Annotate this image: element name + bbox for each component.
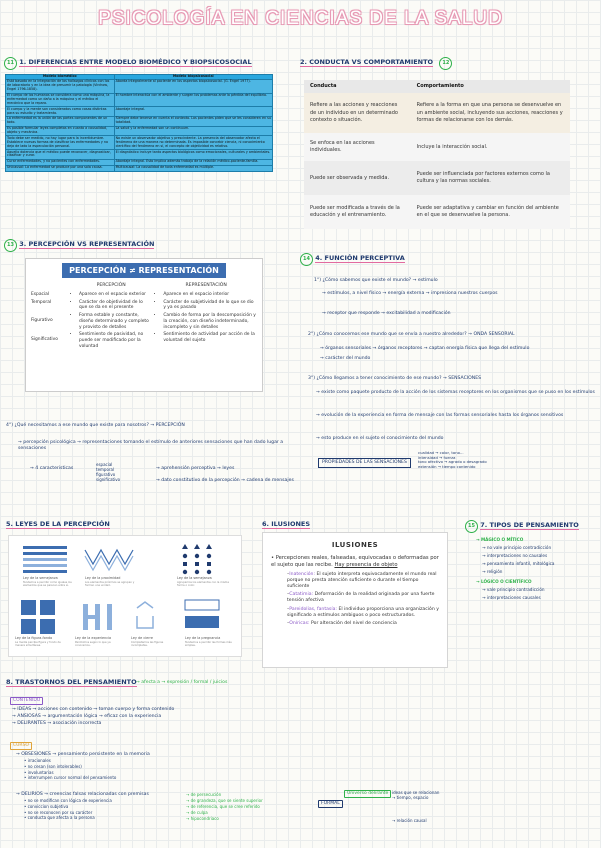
semejanza-shapes-illustration (182, 544, 212, 574)
universo-list: → relación causal (392, 818, 427, 823)
ley-description: Los elementos próximos se agrupan y forman una unidad. (85, 581, 135, 588)
biopsicosocial-cell: Siempre debe tenerse en cuenta el contexto. Los pacientes piden que se les consideren en su totalidad. (115, 116, 271, 125)
leyes-card (8, 535, 242, 657)
ley-caption: Ley de la figura-fondo (15, 636, 53, 640)
table-row: Espacial • Aparece en el espacio exterior • Aparece en el espacio interior (29, 291, 259, 299)
obsesiones-list: → OBSESIONES → pensamiento persistente en la memoria • irracionales • no cesan (son intolerables) • involuntarias • interrumpen cursor normal del pensamiento (16, 752, 150, 781)
table-row: Se enfoca en las acciones individuales. Incluye la interacción social. (304, 133, 570, 161)
ley-description: Percibimos según lo que ya conocemos. (75, 641, 111, 648)
tag-universo: Universo delirante (344, 790, 391, 798)
tag-contenido: CONTENIDO (10, 697, 43, 705)
ilusiones-title: ILUSIONES (331, 541, 379, 549)
table-row (6, 126, 273, 136)
biomedico-cell: Está basado en la integración de los hallazgos clínicos con los de laboratorio y en la idea de presumir la patología (Virchow, Engel 1796-1858). (6, 79, 115, 93)
ilusion-item: –Pareidolias, fantasía: El individuo proporciona una organización y significado a estímulos ambiguos o poco estructurados. (287, 606, 439, 618)
ley-description: Tendemos a percibir las formas más simples. (185, 641, 232, 648)
question-2b: → carácter del mundo (320, 356, 371, 361)
question-4e: → dato constitutivo de la percepción → cadena de mensajes (156, 478, 294, 483)
cierre-illustration (137, 602, 153, 628)
semejanza-lines-illustration (23, 546, 67, 573)
question-4d: → aprehensión perceptiva → leyes (156, 466, 235, 471)
col-biomedico: Modelo biomédico (6, 75, 115, 80)
delirios-tipos: → de persecución → de grandeza, que se siente superior → de referencia, que se cree referido → de culpa → hipocondriaco (186, 792, 263, 821)
table-row: Refiere a las acciones y reacciones de un individuo en un determinado contexto o situación. Refiere a la forma en que una persona se desenvuelve en un ambiente social, incluyendo sus acciones, reacciones y formas de relacionarse con los demás. (304, 93, 570, 133)
percepcion-card-title: PERCEPCIÓN ≠ REPRESENTACIÓN (62, 263, 226, 278)
table-row: Significativo • Sentimiento de pasividad, no puede ser modificado por la voluntad • Sentimiento de actividad por acción de la voluntad del sujeto (29, 331, 259, 350)
question-4: 4°) ¿Qué necesitamos a ese mundo que existe para nosotros? → PERCEPCIÓN (6, 423, 185, 428)
biopsicosocial-cell: Abordaje integral. Esto implica además trabajo de la relación médico-paciente-familia. (114, 159, 272, 165)
section-3-number: 13 (4, 239, 17, 252)
ilusiones-card (262, 532, 448, 668)
section-8-side-note: → afecta a → expresión / formal / juicios (136, 680, 228, 685)
section-2-heading: 2. CONDUCTA VS COMPORTAMIENTO 12 (300, 57, 452, 70)
contenido-list: → IDEAS → acciones con contenido → toman cuerpo y forma contenido → ANSIOSAS → argumentación lógica → eficaz con la experiencia → DELIRANTES → asociación incorrecta (12, 707, 175, 726)
biopsicosocial-cell: La salud y la enfermedad son un continuum. (114, 126, 272, 136)
biomedico-cell: Curar enfermedades, y no pacientes con enfermedades. (6, 159, 115, 165)
percepcion-card (25, 258, 263, 392)
table-row (6, 107, 273, 117)
question-3b: → evolución de la experiencia en forma de mensaje con las formas sensoriales hasta los órganos sensitivos (316, 413, 564, 418)
section-8-heading: 8. TRASTORNOS DEL PENSAMIENTO (6, 678, 137, 686)
ley-caption: Ley de cierre (131, 636, 153, 640)
delirios-list: → DELIRIOS → creencias falsas relacionadas con premisas • no se modifican con lógica de experiencia • conviccion subjetiva • no se reconocen por su carácter • conducta que afecta a la persona (16, 792, 149, 821)
col-representacion: REPRESENTACIÓN (185, 283, 227, 288)
table-row (6, 136, 273, 150)
question-1a: → estímulos, a nivel físico → energía externa → impresiona nuestros cuerpos (322, 291, 498, 296)
ley-caption: Ley de la semejanza (177, 576, 212, 580)
ley-caption: Ley de la proximidad (85, 576, 121, 580)
section-1-heading: 11 1. DIFERENCIAS ENTRE MODELO BIOMÉDICO Y BIOPSICOSOCIAL (4, 57, 252, 70)
table-row: Puede ser modificada a través de la educación y el entrenamiento. Puede ser adaptativa y cambiar en función del ambiente en el que se desenvuelve la persona. (304, 195, 570, 229)
col-biopsicosocial: Modelo biopsicosocial (114, 75, 272, 80)
biomedico-cell: Es posible formular leyes completas en cuanto a causalidad, objeto y mecánica. (6, 126, 115, 136)
ley-description: Tendemos a percibir como iguales los elementos que se parecen entre sí. (23, 581, 72, 588)
biomedico-cell: La enfermedad es la unión de las partes componentes de un todo. (6, 116, 115, 126)
section-6-heading: 6. ILUSIONES (262, 520, 311, 528)
biopsicosocial-cell: El hombre interactúa con el ambiente y surgen los problemas ante la pérdida del equilibrio. (114, 93, 272, 107)
section-7-number: 15 (465, 520, 478, 533)
propiedades-list: cualidad → color, tono... intensidad → fuerza tono afectivo → agrado o desagrado extensión → tiempo contenido (418, 450, 487, 470)
ley-caption: Ley de la pregnancia (185, 636, 221, 640)
ilusion-item: –Inatención: El sujeto interpreta equivocadamente el mundo real porque no presta atención suficiente o durante el tiempo suficiente (287, 571, 437, 589)
question-2: 2°) ¿Cómo conocemos ese mundo que se envía a nuestro alrededor? → ONDA SENSORIAL (308, 332, 515, 337)
question-2a: → órganos sensoriales → órganos receptores → captan energía física que llega del estímulo (320, 346, 530, 351)
experiencia-illustration (83, 604, 112, 630)
tipos-pensamiento-list: → MÁGICO O MÍTICO → no vale principio contradicción → interpretaciones no causales → pensamiento infantil, mitológica → religión → LÓGICO O CIENTÍFICO → vale principio contradicción → interpretaciones causales (476, 537, 555, 600)
biopsicosocial-cell: Multicausal: La causalidad de toda enfermedad es múltiple. (114, 165, 272, 171)
table-row: Temporal • Carácter de objetividad de lo que se da en el presente • Carácter de subjetividad de lo que se dio y ya es pasado (29, 299, 259, 312)
section-5-heading: 5. LEYES DE LA PERCEPCIÓN (6, 520, 110, 528)
caracteristicas-list: espacial temporal figurativo significativo (96, 462, 121, 482)
section-4-heading: 14 4. FUNCIÓN PERCEPTIVA (300, 253, 405, 266)
question-1b: → receptor que responde → excitabilidad a modificación (322, 311, 451, 316)
ilusiones-lead: • Percepciones reales, falseadas, equivocadas o deformadas por el sujeto que las recibe. Hay presencia de objeto (271, 555, 439, 569)
section-1-number: 11 (4, 57, 17, 70)
biomedico-cell: El cuerpo de los humanos se considera como una máquina, la enfermedad como un daño a la máquina y el médico el mecánico que la repara. (6, 93, 115, 107)
table-row: Figurativo • Forma estable y constante, diseño determinado y completo y provisto de detalles • Cambio de forma por la descomposición y la creación, con diseño indeterminado, incompleto y sin detalles (29, 312, 259, 331)
tag-curso: CURSO (10, 742, 32, 750)
conducta-table (304, 80, 570, 229)
col-conducta: Conducta (304, 80, 411, 93)
formal-list: ideas que se relacionan → tiempo, espacio (392, 790, 440, 800)
section-4-number: 14 (300, 253, 313, 266)
ilusion-item: –Oníricas: Por alteración del nivel de conciencia (287, 620, 397, 626)
propiedades-box: PROPIEDADES DE LAS SENSACIONES (318, 458, 411, 468)
ley-caption: Ley de la experiencia (75, 636, 112, 640)
biomedico-cell: El cuerpo y la mente son considerados como cosas distintas para su estudio y tratamiento. (6, 107, 115, 117)
section-3-heading: 13 3. PERCEPCIÓN VS REPRESENTACIÓN (4, 239, 154, 252)
table-row: Puede ser observada y medida. Puede ser influenciada por factores externos como la cultura y las normas sociales. (304, 161, 570, 195)
biopsicosocial-cell: Abordaje integral. (114, 107, 272, 117)
table-row (6, 116, 273, 126)
ilusion-item: –Catatimia: Deformación de la realidad originada por una fuerte tensión afectiva (287, 592, 435, 604)
table-row (6, 165, 273, 171)
question-3c: → esto produce en el sujeto el conocimiento del mundo (316, 436, 444, 441)
section-7-heading: 15 7. TIPOS DE PENSAMIENTO (465, 520, 579, 533)
biopsicosocial-cell: No existe un observador objetivo y prescindente. La presencia del observador afecta el fenómeno de una manera no determinada. Es imposible concebir ciencia, ni conocimiento científico del fenómeno en sí, el concepto de objetividad es relativo. (114, 136, 272, 150)
question-4a: → percepción psicológica → representaciones tomando el estímulo de anteriores sensaciones que han dado lugar a sensaciones (18, 440, 284, 451)
question-3a: → existe como paquete producto de la acción de los sistemas receptores en los organismos que se puso en los estímulos (316, 390, 595, 395)
question-1: 1°) ¿Cómo sabemos que existe el mundo? → estímulo (314, 278, 438, 283)
biomedico-cell: Aquello dolencia que el médico puede reconocer, diagnosticar, clasificar y curar. (6, 150, 115, 160)
biomedical-table (5, 74, 273, 172)
table-row (6, 79, 273, 93)
tag-formal: FORMAL (318, 800, 343, 808)
ley-caption: Ley de la semejanza (23, 576, 58, 580)
ley-description: Completamos las figuras incompletas. (131, 641, 164, 648)
biopsicosocial-cell: Aborda integralmente al paciente en los aspectos biopsicosocial. (G. Engel 1977). (114, 79, 272, 93)
col-comportamiento: Comportamiento (411, 80, 570, 93)
biopsicosocial-cell: El diagnóstico incluye tanto aspectos biológicos como emocionales, culturales y ambientales. (114, 150, 272, 160)
table-row (6, 150, 273, 160)
pregnancia-illustration (185, 600, 219, 628)
col-percepcion: PERCEPCIÓN (96, 283, 126, 288)
proximidad-zigzag-illustration (85, 550, 133, 570)
biomedico-cell: Todo debe ser medido, no hay lugar para la incertidumbre. Establece nuevas formas de clasificar las enfermedades y no deja de lado la especulación personal. (6, 136, 115, 150)
ley-description: Agrupamos los elementos con la misma forma o color. (177, 581, 229, 588)
page-title: PSICOLOGÍA EN CIENCIAS DE LA SALUD (98, 8, 503, 29)
question-4b: → 4 caracteristicas (30, 466, 74, 471)
figura-fondo-illustration (21, 600, 55, 634)
ley-description: La mente percibe figura y fondo de manera simultánea. (15, 641, 61, 648)
section-2-number: 12 (439, 57, 452, 70)
biomedico-cell: Unicausal: La enfermedad se produce por una sola causa. (6, 165, 115, 171)
table-row (6, 93, 273, 107)
question-3: 3°) ¿Cómo llegamos a tener conocimiento de ese mundo? → SENSACIONES (308, 376, 482, 381)
